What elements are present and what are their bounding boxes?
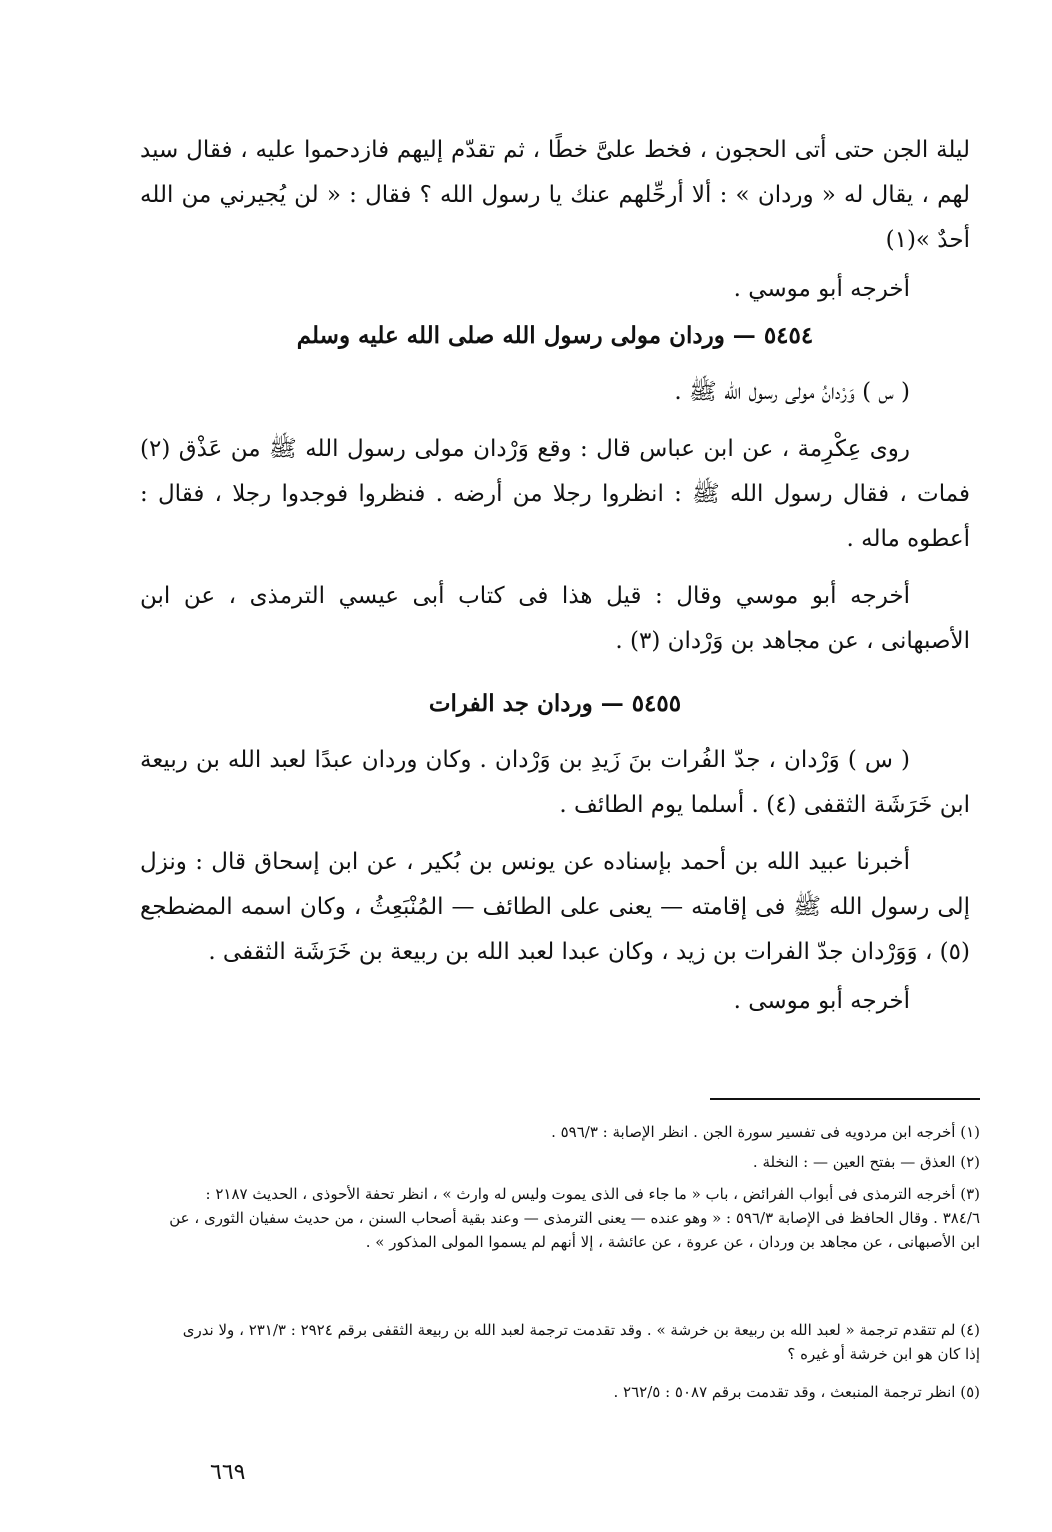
page-number: ٦٦٩: [210, 1460, 246, 1485]
footnote-1: (١) أخرجه ابن مردويه فى تفسير سورة الجن . انظر الإصابة : ٥٩٦/٣ .: [551, 1123, 980, 1141]
entry-heading-5455: ٥٤٥٥ — وردان جد الفرات: [428, 690, 682, 717]
entry-heading-5454: ٥٤٥٤ — وردان مولى رسول الله صلى الله عليه وسلم: [296, 322, 814, 349]
paragraph: أخرجه أبو موسى .: [733, 988, 910, 1014]
paragraph: ( س ) وَرْدان ، جدّ الفُرات بنَ زَيدِ بن وَرْدان . وكان وردان عبدًا لعبد الله بن ربيعة ابن خَرَشَة الثقفى (٤) . أسلما يوم الطائف .: [140, 747, 970, 818]
paragraph: أخبرنا عبيد الله بن أحمد بإسناده عن يونس بن بُكير ، عن ابن إسحاق قال : ونزل إلى رسول الله ﷺ فى إقامته — يعنى على الطائف — المُنْبَعِثُ ، وكان اسمه المضطجع (٥) ، وَوَرْدان جدّ الفرات بن زيد ، وكان عبدا لعبد الله بن ربيعة بن خَرَشَة الثقفى .: [140, 849, 970, 965]
paragraph: أخرجه أبو موسي .: [733, 276, 910, 302]
paragraph: ( س ) وَرْدانُ مولى رسول الله ﷺ .: [674, 379, 910, 405]
footnote-4: (٤) لم تتقدم ترجمة « لعبد الله بن ربيعة بن خرشة » . وقد تقدمت ترجمة لعبد الله بن ربيعة الثقفى برقم ٢٩٢٤ : ٢٣١/٣ ، ولا ندرى إذا كان هو ابن خرشة أو غيره ؟: [182, 1321, 980, 1363]
paragraph: روى عِكْرِمة ، عن ابن عباس قال : وقع وَرْدان مولى رسول الله ﷺ من عَذْق (٢) فمات ، فقال رسول الله ﷺ : انظروا رجلا من أرضه . فنظروا فوجدوا رجلا ، فقال : أعطوه ماله .: [140, 436, 970, 552]
footnote-3: (٣) أخرجه الترمذى فى أبواب الفرائض ، باب « ما جاء فى الذى يموت وليس له وارث » ، انظر تحفة الأحوذى ، الحديث ٢١٨٧ : ٣٨٤/٦ . وقال الحافظ فى الإصابة ٥٩٦/٣ : « وهو عنده — يعنى الترمذى — وعند بقية أصحاب السنن ، من حديث سفيان الثورى ، عن ابن الأصبهانى ، عن مجاهد بن وردان ، عن عروة ، عن عائشة ، إلا أنهم لم يسموا المولى المذكور » .: [169, 1185, 980, 1251]
top-continuation: [140, 128, 970, 312]
footnote-divider: [710, 1098, 980, 1100]
footnote-5: (٥) انظر ترجمة المنبعث ، وقد تقدمت برقم ٥٠٨٧ : ٢٦٢/٥ .: [613, 1383, 980, 1401]
paragraph: ليلة الجن حتى أتى الحجون ، فخط علىَّ خطًا ، ثم تقدّم إليهم فازدحموا عليه ، فقال سيد لهم ، يقال له « وردان » : ألا أرحِّلهم عنك يا رسول الله ؟ فقال : « لن يُجيرني من الله أحدٌ »(١): [140, 137, 970, 253]
entry-5454: [140, 370, 970, 664]
paragraph: أخرجه أبو موسي وقال : قيل هذا فى كتاب أبى عيسي الترمذى ، عن ابن الأصبهانى ، عن مجاهد بن وَرْدان (٣) .: [140, 583, 970, 654]
footnote-2: (٢) العذق — بفتح العين — : النخلة .: [752, 1153, 980, 1171]
entry-5455: [140, 738, 970, 1024]
